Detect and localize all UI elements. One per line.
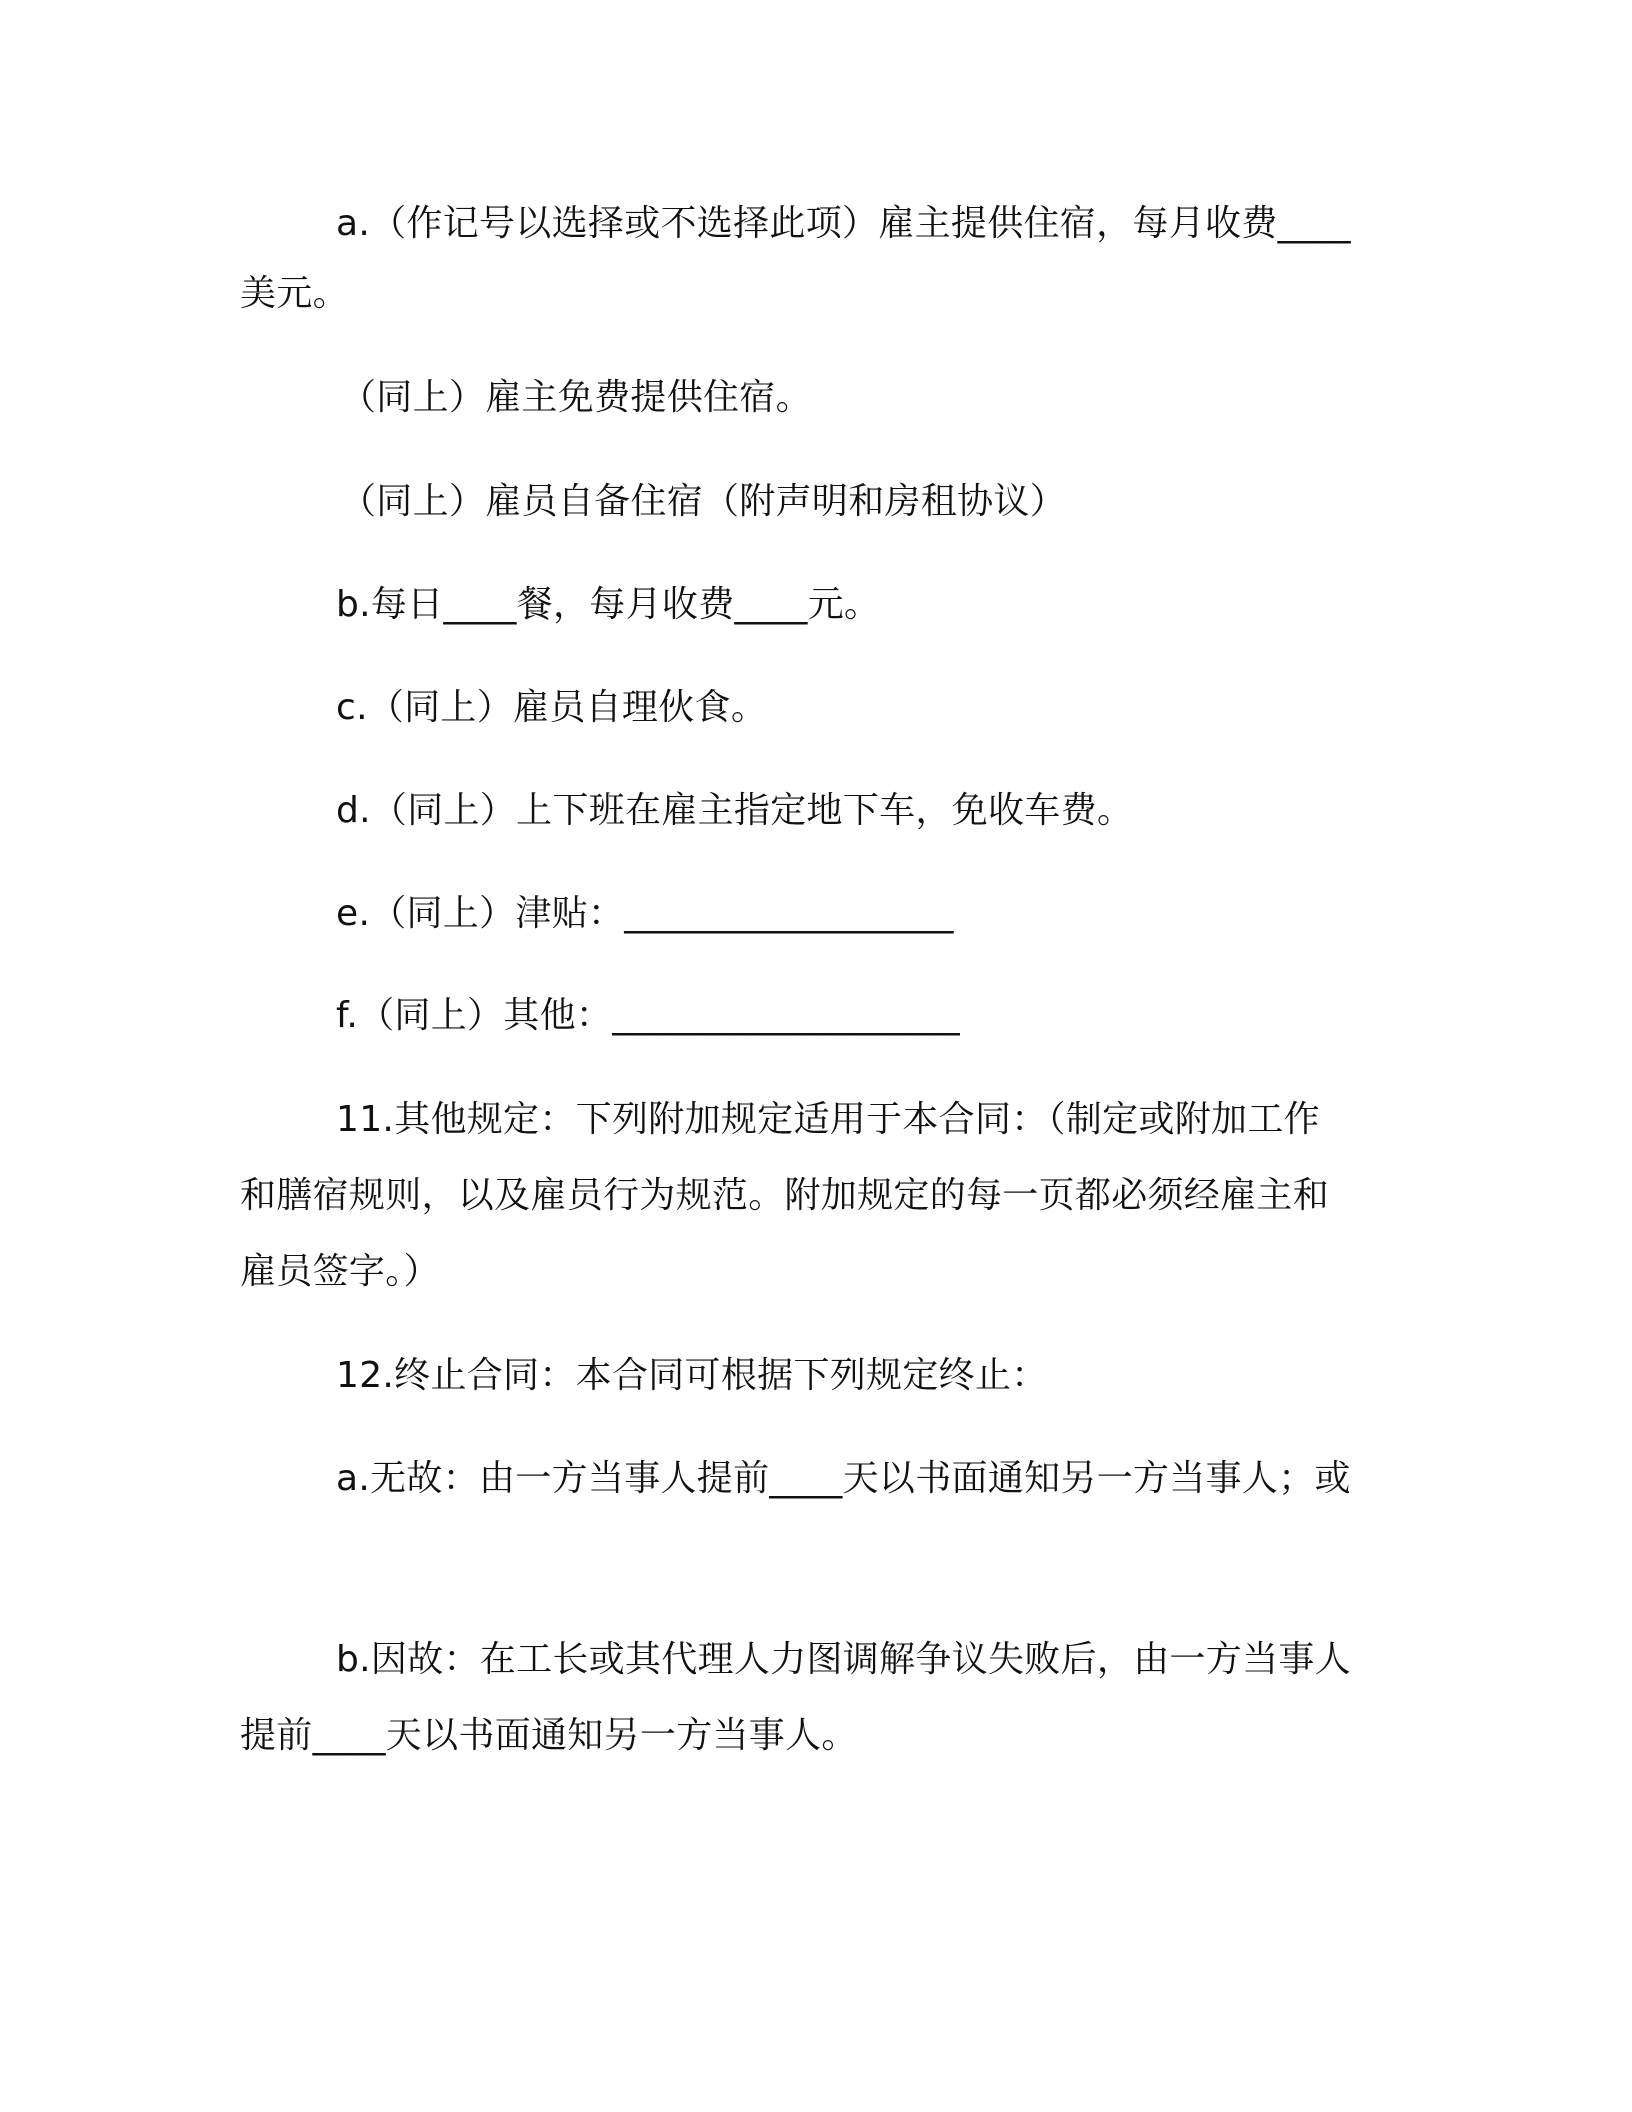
clause-10a-line-2: 美元。 bbox=[240, 273, 349, 314]
clause-10e: e.（同上）津贴：__________________ bbox=[336, 893, 954, 934]
clause-10d: d.（同上）上下班在雇主指定地下车，免收车费。 bbox=[336, 790, 1134, 831]
clause-10a-option-free-lodging: （同上）雇主免费提供住宿。 bbox=[340, 377, 812, 418]
clause-10a-option-self-lodging: （同上）雇员自备住宿（附声明和房租协议） bbox=[340, 481, 1067, 522]
clause-10a-line-1: a.（作记号以选择或不选择此项）雇主提供住宿，每月收费____ bbox=[336, 203, 1351, 244]
clause-12b-line-2: 提前____天以书面通知另一方当事人。 bbox=[240, 1715, 858, 1756]
clause-10f: f.（同上）其他：___________________ bbox=[336, 995, 960, 1036]
clause-11-line-3: 雇员签字。） bbox=[240, 1251, 440, 1292]
clause-11-line-2: 和膳宿规则，以及雇员行为规范。附加规定的每一页都必须经雇主和 bbox=[240, 1175, 1330, 1216]
clause-12-heading: 12.终止合同：本合同可根据下列规定终止： bbox=[336, 1355, 1048, 1396]
clause-12a: a.无故：由一方当事人提前____天以书面通知另一方当事人；或 bbox=[336, 1458, 1351, 1499]
clause-10b: b.每日____餐，每月收费____元。 bbox=[336, 584, 881, 625]
clause-12b-line-1: b.因故：在工长或其代理人力图调解争议失败后，由一方当事人 bbox=[336, 1639, 1351, 1680]
clause-11-line-1: 11.其他规定：下列附加规定适用于本合同：（制定或附加工作 bbox=[336, 1099, 1320, 1140]
clause-10c: c.（同上）雇员自理伙食。 bbox=[336, 687, 768, 728]
